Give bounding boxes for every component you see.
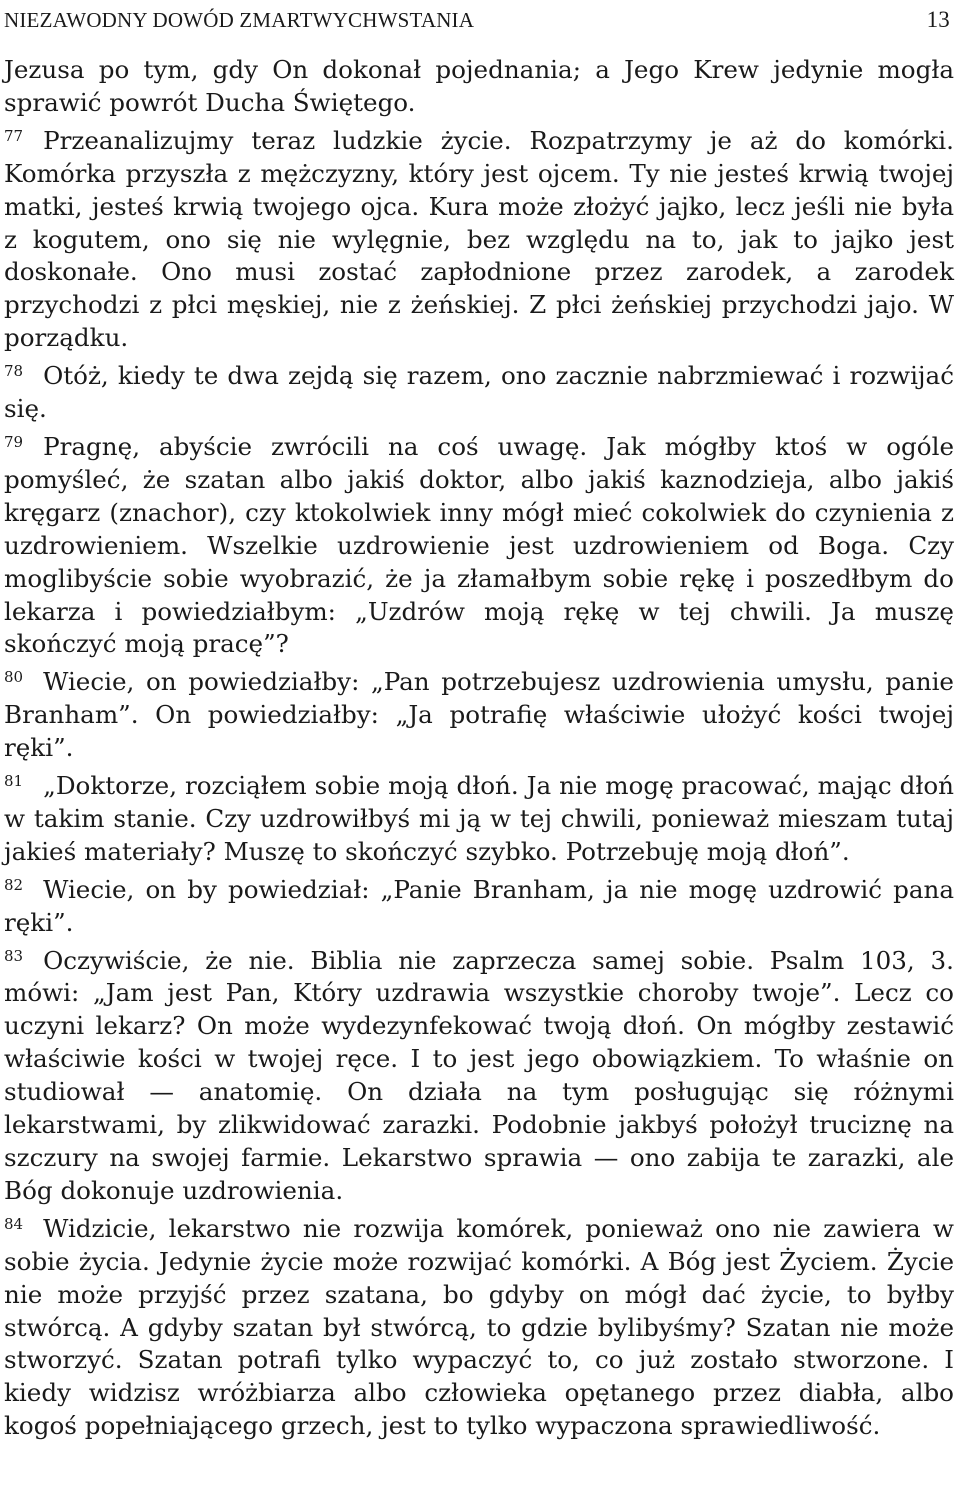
paragraph [4, 666, 954, 765]
paragraph [4, 125, 954, 355]
paragraph-text: Pragnę, abyście zwrócili na coś uwagę. Jak mógłby ktoś w ogóle pomyśleć, że szatan albo jakiś doktor, albo jakiś kaznodzieja, albo jakiś kręgarz (znachor), czy ktokolwiek inny mógł mieć cokolwiek do czynienia z uzdrowieniem. Wszelkie uzdrowienie jest uzdrowieniem od Boga. Czy moglibyście sobie wyobrazić, że ja złamałbym sobie rękę i poszedłbym do lekarza i powiedziałbym: „Uzdrów moją rękę w tej chwili. Ja muszę skończyć moją pracę”? [4, 431, 954, 659]
paragraph-number: 80 [4, 668, 24, 687]
paragraph [4, 1213, 954, 1443]
paragraph [4, 874, 954, 940]
paragraph [4, 945, 954, 1208]
paragraph-text: Otóż, kiedy te dwa zejdą się razem, ono zacznie nabrzmiewać i rozwijać się. [4, 361, 954, 424]
paragraph [4, 360, 954, 426]
paragraph-text: Jezusa po tym, gdy On dokonał pojednania; a Jego Krew jedynie mogła sprawić powrót Ducha Świętego. [4, 55, 954, 117]
page-number: 13 [926, 7, 950, 32]
paragraph [4, 770, 954, 869]
paragraph [4, 54, 954, 120]
paragraph [4, 431, 954, 661]
paragraph-text: Przeanalizujmy teraz ludzkie życie. Rozpatrzymy je aż do komórki. Komórka przyszła z mężczyzny, który jest ojcem. Ty nie jesteś krwią twojej matki, jesteś krwią twojego ojca. Kura może złożyć jajko, lecz jeśli nie była z kogutem, ono się nie wylęgnie, bez względu na to, jak to jajko jest doskonałe. Ono musi zostać zapłodnione przez zarodek, a zarodek przychodzi z płci męskiej, nie z żeńskiej. Z płci żeńskiej przychodzi jajo. W porządku. [4, 125, 954, 353]
paragraph-number: 77 [4, 126, 24, 145]
paragraph-text: Widzicie, lekarstwo nie rozwija komórek, ponieważ ono nie zawiera w sobie życia. Jedynie życie może rozwijać komórki. A Bóg jest Życiem. Życie nie może przyjść przez szatana, bo gdyby on mógł dać życie, to byłby stwórcą. A gdyby szatan był stwórcą, to gdzie bylibyśmy? Szatan nie może stworzyć. Szatan potrafi tylko wypaczyć to, co już zostało stworzone. I kiedy widzisz wróżbiarza albo człowieka opętanego przez diabła, albo kogoś popełniającego grzech, jest to tylko wypaczona sprawiedliwość. [4, 1213, 954, 1441]
paragraph-text: Oczywiście, że nie. Biblia nie zaprzecza samej sobie. Psalm 103, 3. mówi: „Jam jest Pan, Który uzdrawia wszystkie choroby twoje”. Lecz co uczyni lekarz? On może wydezynfekować twoją dłoń. On mógłby zestawić właściwie kości w twojej ręce. I to jest jego obowiązkiem. To właśnie on studiował — anatomię. On działa na tym posługując się różnymi lekarstwami, by zlikwidować zarazki. Podobnie jakbyś położył truciznę na szczury na swojej farmie. Lekarstwo sprawia — ono zabija te zarazki, ale Bóg dokonuje uzdrowienia. [4, 945, 954, 1205]
paragraph-text: „Doktorze, rozciąłem sobie moją dłoń. Ja nie mogę pracować, mając dłoń w takim stanie. Czy uzdrowiłbyś mi ją w tej chwili, ponieważ mieszam tutaj jakieś materiały? Muszę to skończyć szybko. Potrzebuję moją dłoń”. [4, 771, 954, 866]
paragraph-text: Wiecie, on by powiedział: „Panie Branham, ja nie mogę uzdrowić pana ręki”. [4, 874, 954, 937]
paragraph-number: 84 [4, 1214, 24, 1233]
paragraph-number: 83 [4, 946, 24, 965]
running-title: NIEZAWODNY DOWÓD ZMARTWYCHWSTANIA [4, 8, 475, 32]
paragraph-number: 78 [4, 362, 24, 381]
paragraph-text: Wiecie, on powiedziałby: „Pan potrzebujesz uzdrowienia umysłu, panie Branham”. On powiedziałby: „Ja potrafię właściwie ułożyć kości twojej ręki”. [4, 667, 954, 763]
running-header [4, 0, 954, 40]
paragraph-number: 81 [4, 772, 24, 791]
body-text [4, 54, 954, 1443]
paragraph-number: 82 [4, 875, 24, 894]
paragraph-number: 79 [4, 432, 24, 451]
